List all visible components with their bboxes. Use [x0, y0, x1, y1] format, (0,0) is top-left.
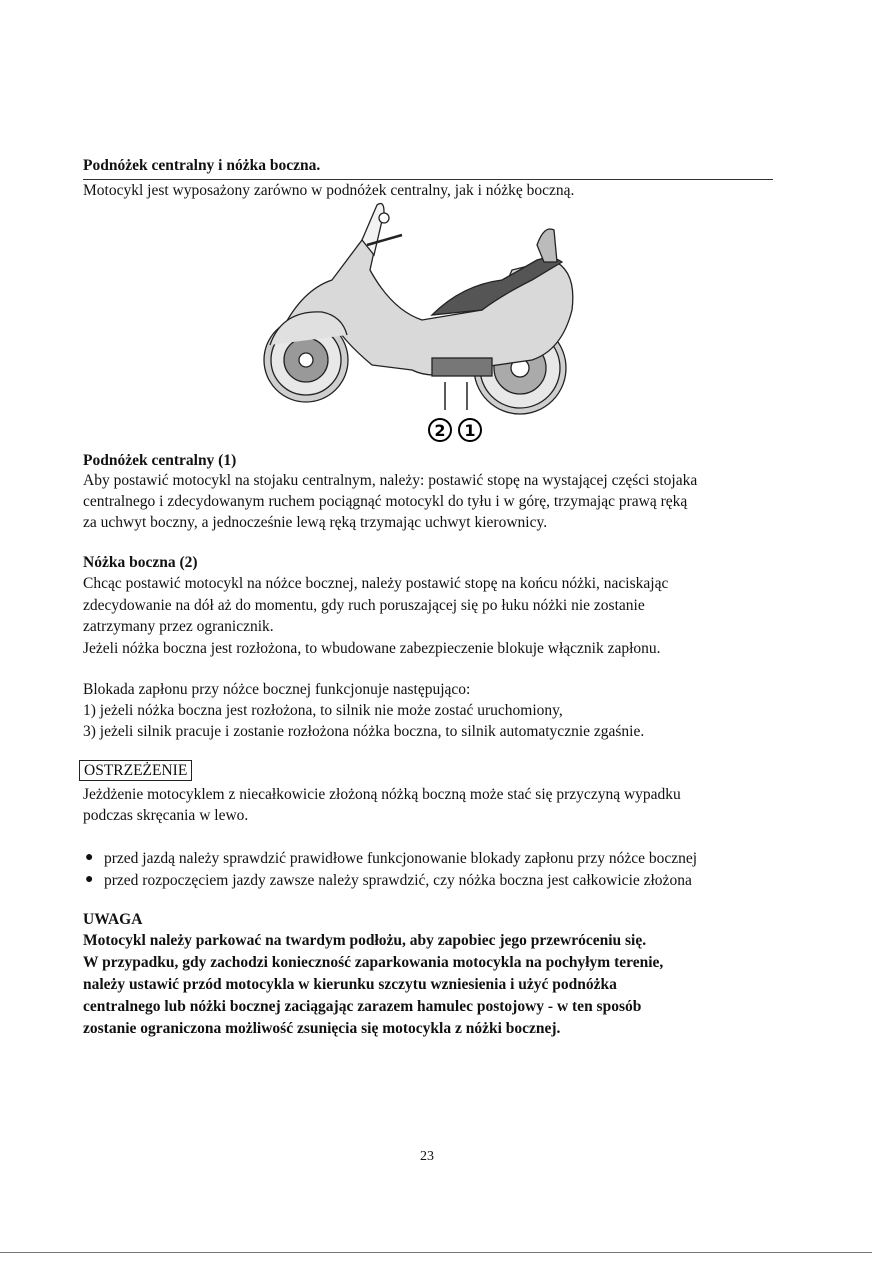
note-heading: UWAGA	[83, 911, 143, 928]
side-stand-line-4: Jeżeli nóżka boczna jest rozłożona, to wbudowane zabezpieczenie blokuje włącznik zapłonu.	[83, 640, 661, 657]
warning-line-2: podczas skręcania w lewo.	[83, 807, 249, 824]
page-number: 23	[420, 1149, 434, 1164]
center-stand-line-3: za uchwyt boczny, a jednocześnie lewą ręką trzymając uchwyt kierownicy.	[83, 514, 548, 531]
bullet-dot: ●	[85, 850, 94, 865]
note-line-3: należy ustawić przód motocykla w kierunku szczytu wzniesienia i użyć podnóżka	[83, 976, 617, 993]
interlock-item-2: 3) jeżeli silnik pracuje i zostanie rozłożona nóżka boczna, to silnik automatycznie zgaśnie.	[83, 723, 645, 740]
scan-bottom-edge	[0, 1252, 872, 1253]
bullet-dot: ●	[85, 872, 94, 887]
side-stand-line-1: Chcąc postawić motocykl na nóżce bocznej, należy postawić stopę na końcu nóżki, naciskając	[83, 575, 669, 592]
center-stand-line-1: Aby postawić motocykl na stojaku centralnym, należy: postawić stopę na wystającej części stojaka	[83, 472, 698, 489]
interlock-intro: Blokada zapłonu przy nóżce bocznej funkcjonuje następująco:	[83, 681, 471, 698]
note-line-1: Motocykl należy parkować na twardym podłożu, aby zapobiec jego przewróceniu się.	[83, 932, 647, 949]
interlock-item-1: 1) jeżeli nóżka boczna jest rozłożona, to silnik nie może zostać uruchomiony,	[83, 702, 563, 719]
center-stand-line-2: centralnego i zdecydowanym ruchem pociągnąć motocykl do tyłu i w górę, trzymając prawą ręką	[83, 493, 688, 510]
svg-text:1: 1	[464, 421, 476, 440]
side-stand-line-3: zatrzymany przez ogranicznik.	[83, 618, 274, 635]
center-stand-heading: Podnóżek centralny (1)	[83, 452, 237, 469]
warning-line-1: Jeżdżenie motocyklem z niecałkowicie złożoną nóżką boczną może stać się przyczyną wypadku	[83, 786, 681, 803]
section-title: Podnóżek centralny i nóżka boczna.	[83, 157, 321, 174]
callout-2-label	[429, 419, 451, 441]
intro-text: Motocykl jest wyposażony zarówno w podnóżek centralny, jak i nóżkę boczną.	[83, 182, 575, 199]
bullet-item-2: przed rozpoczęciem jazdy zawsze należy sprawdzić, czy nóżka boczna jest całkowicie złożona	[104, 872, 692, 889]
bullet-item-1: przed jazdą należy sprawdzić prawidłowe funkcjonowanie blokady zapłonu przy nóżce bocznej	[104, 850, 698, 867]
side-stand-heading: Nóżka boczna (2)	[83, 554, 198, 571]
title-underline	[83, 179, 773, 180]
svg-text:2: 2	[434, 421, 446, 440]
callout-1-label	[459, 419, 481, 441]
note-line-2: W przypadku, gdy zachodzi konieczność zaparkowania motocykla na pochyłym terenie,	[83, 954, 664, 971]
warning-label: OSTRZEŻENIE	[79, 760, 192, 781]
scooter-illustration	[262, 200, 592, 450]
note-line-4: centralnego lub nóżki bocznej zaciągając zarazem hamulec postojowy - w ten sposób	[83, 998, 642, 1015]
note-line-5: zostanie ograniczona możliwość zsunięcia się motocykla z nóżki bocznej.	[83, 1020, 561, 1037]
side-stand-line-2: zdecydowanie na dół aż do momentu, gdy ruch poruszającej się po łuku nóżki nie zostanie	[83, 597, 645, 614]
